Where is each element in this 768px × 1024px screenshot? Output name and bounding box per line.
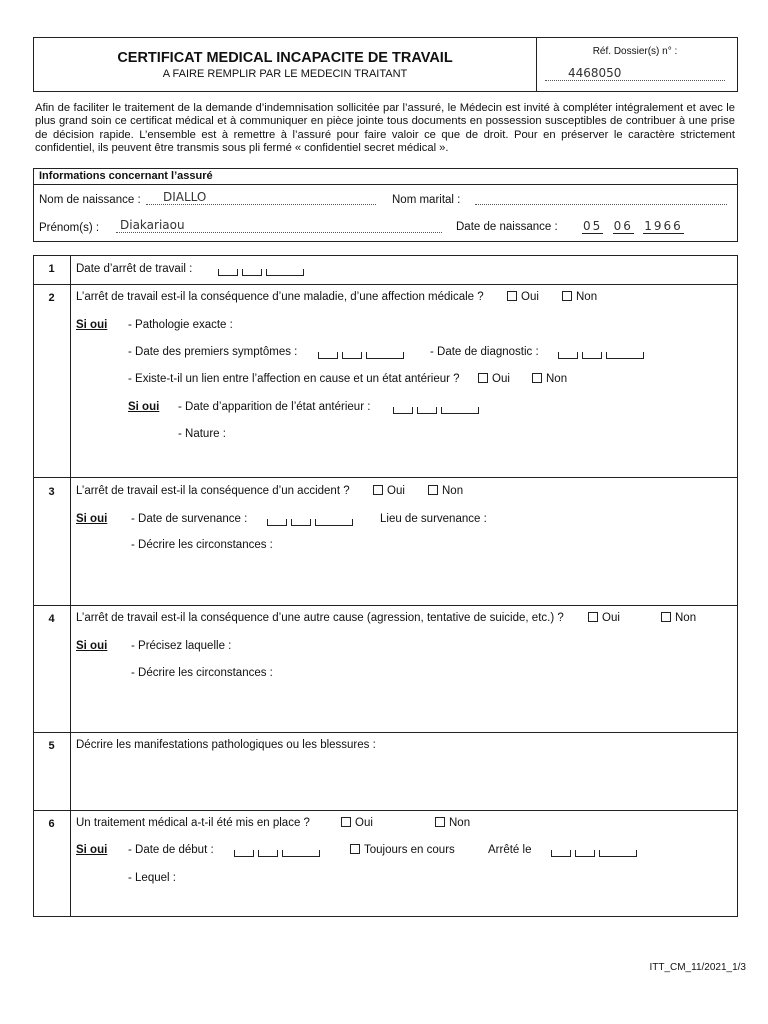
form-subtitle: A FAIRE REMPLIR PAR LE MEDECIN TRAITANT [162, 68, 408, 80]
q2-diagnosis-field[interactable] [558, 349, 648, 361]
q4-circumstances-label: - Décrire les circonstances : [131, 667, 273, 679]
q6-ongoing-label: Toujours en cours [364, 844, 455, 856]
q2-oui-checkbox[interactable] [507, 291, 517, 301]
q3-date-field[interactable] [267, 516, 357, 528]
q6-si-oui: Si oui [76, 844, 108, 856]
q3-si-oui: Si oui [76, 513, 108, 525]
q1-label: Date d’arrêt de travail : [76, 263, 193, 275]
q2-non-option[interactable] [562, 291, 597, 303]
q4-non-label: Non [675, 612, 697, 624]
q2-link-question: - Existe-t-il un lien entre l’affection en cause et un état antérieur ? [128, 373, 460, 385]
birth-day: 05 [583, 219, 603, 233]
row-divider-4 [33, 732, 738, 733]
birth-name-label: Nom de naissance : [39, 194, 141, 206]
form-title: CERTIFICAT MEDICAL INCAPACITE DE TRAVAIL [117, 50, 453, 66]
q2-link-non-option[interactable] [532, 373, 567, 385]
q4-si-oui: Si oui [76, 640, 108, 652]
q6-oui-label: Oui [355, 817, 373, 829]
q3-non-label: Non [442, 485, 464, 497]
birth-year: 1966 [644, 219, 683, 233]
q4-oui-label: Oui [602, 612, 620, 624]
q6-non-option[interactable] [435, 817, 470, 829]
q6-start-date-label: - Date de début : [128, 844, 214, 856]
q6-ongoing-checkbox[interactable] [350, 844, 360, 854]
q3-circumstances-label: - Décrire les circonstances : [131, 539, 273, 551]
insured-section-title: Informations concernant l’assuré [39, 170, 213, 182]
ref-label: Réf. Dossier(s) n° : [592, 46, 678, 57]
insured-divider [33, 184, 738, 185]
q2-number: 2 [48, 292, 55, 304]
intro-paragraph: Afin de faciliter le traitement de la demande d’indemnisation sollicitée par l’assuré, le Médecin est invité à compléter intégralement et avec le plus grand soin ce certificat médical et à communiquer en pièce jointe tous documents en possession susceptibles de contribuer à une prise de décision rapide. L’ensemble est à remettre à l’assuré pour faire valoir ce que de droit. Pour en préserver le caractère strictement confidentiel, ils peuvent être transmis sous pli fermé « confidentiel secret médical ». [35, 102, 735, 155]
row-divider-2 [33, 477, 738, 478]
first-name-dots [116, 232, 442, 233]
birth-name-value[interactable]: DIALLO [163, 190, 207, 204]
first-name-label: Prénom(s) : [39, 222, 100, 234]
q2-si-oui: Si oui [76, 319, 108, 331]
q6-non-checkbox[interactable] [435, 817, 445, 827]
q2-first-symptoms-label: - Date des premiers symptômes : [128, 346, 298, 358]
q2-non-label: Non [576, 291, 598, 303]
q2-link-oui-option[interactable] [478, 373, 510, 385]
q2-pathology-label: - Pathologie exacte : [128, 319, 233, 331]
q2-diagnosis-label: - Date de diagnostic : [430, 346, 539, 358]
q3-place-label: Lieu de survenance : [380, 513, 487, 525]
q2-link-si-oui: Si oui [128, 401, 160, 413]
q6-ongoing-option[interactable] [350, 844, 455, 856]
ref-dots [545, 80, 725, 81]
q6-number: 6 [48, 818, 55, 830]
q2-non-checkbox[interactable] [562, 291, 572, 301]
q6-stopped-date-field[interactable] [551, 847, 641, 859]
q4-number: 4 [48, 613, 55, 625]
q3-oui-option[interactable] [373, 485, 405, 497]
q6-which-label: - Lequel : [128, 872, 176, 884]
q3-question: L’arrêt de travail est-il la conséquence d’un accident ? [76, 485, 350, 497]
q6-oui-option[interactable] [341, 817, 373, 829]
q5-number: 5 [48, 740, 55, 752]
q4-oui-option[interactable] [588, 612, 620, 624]
q2-link-oui-checkbox[interactable] [478, 373, 488, 383]
footer-reference: ITT_CM_11/2021_1/3 [649, 962, 746, 973]
q2-nature-label: - Nature : [178, 428, 226, 440]
number-column-divider [70, 255, 71, 917]
q4-non-checkbox[interactable] [661, 612, 671, 622]
q6-start-date-field[interactable] [234, 847, 324, 859]
first-name-value[interactable]: Diakariaou [120, 218, 185, 232]
q3-oui-checkbox[interactable] [373, 485, 383, 495]
q2-link-non-label: Non [546, 373, 568, 385]
q2-oui-option[interactable] [507, 291, 539, 303]
q2-link-non-checkbox[interactable] [532, 373, 542, 383]
marital-name-dots[interactable] [475, 204, 727, 205]
q1-date-field[interactable] [218, 266, 308, 278]
q4-question: L’arrêt de travail est-il la conséquence d’une autre cause (agression, tentative de suicide, etc.) ? [76, 612, 564, 624]
birth-name-dots [146, 204, 376, 205]
q2-link-oui-label: Oui [492, 373, 510, 385]
q5-question: Décrire les manifestations pathologiques ou les blessures : [76, 739, 376, 751]
ref-value[interactable]: 4468050 [568, 66, 622, 80]
q2-question: L’arrêt de travail est-il la conséquence d’une maladie, d’une affection médicale ? [76, 291, 484, 303]
row-divider-3 [33, 605, 738, 606]
q3-oui-label: Oui [387, 485, 405, 497]
q6-stopped-label: Arrêté le [488, 844, 532, 856]
q3-number: 3 [48, 486, 55, 498]
q2-prior-state-field[interactable] [393, 404, 483, 416]
q2-oui-label: Oui [521, 291, 539, 303]
q2-prior-state-label: - Date d’apparition de l’état antérieur : [178, 401, 371, 413]
marital-name-label: Nom marital : [392, 194, 461, 206]
q6-oui-checkbox[interactable] [341, 817, 351, 827]
header-divider [536, 37, 537, 92]
q3-non-option[interactable] [428, 485, 463, 497]
q4-non-option[interactable] [661, 612, 696, 624]
q1-number: 1 [48, 263, 55, 275]
q4-which-label: - Précisez laquelle : [131, 640, 232, 652]
q6-question: Un traitement médical a-t-il été mis en place ? [76, 817, 310, 829]
row-divider-1 [33, 284, 738, 285]
q4-oui-checkbox[interactable] [588, 612, 598, 622]
birth-date-field[interactable] [582, 219, 684, 233]
q3-date-label: - Date de survenance : [131, 513, 248, 525]
q6-non-label: Non [449, 817, 471, 829]
q3-non-checkbox[interactable] [428, 485, 438, 495]
birth-date-label: Date de naissance : [456, 221, 558, 233]
birth-month: 06 [613, 219, 633, 233]
row-divider-5 [33, 810, 738, 811]
q2-first-symptoms-field[interactable] [318, 349, 408, 361]
